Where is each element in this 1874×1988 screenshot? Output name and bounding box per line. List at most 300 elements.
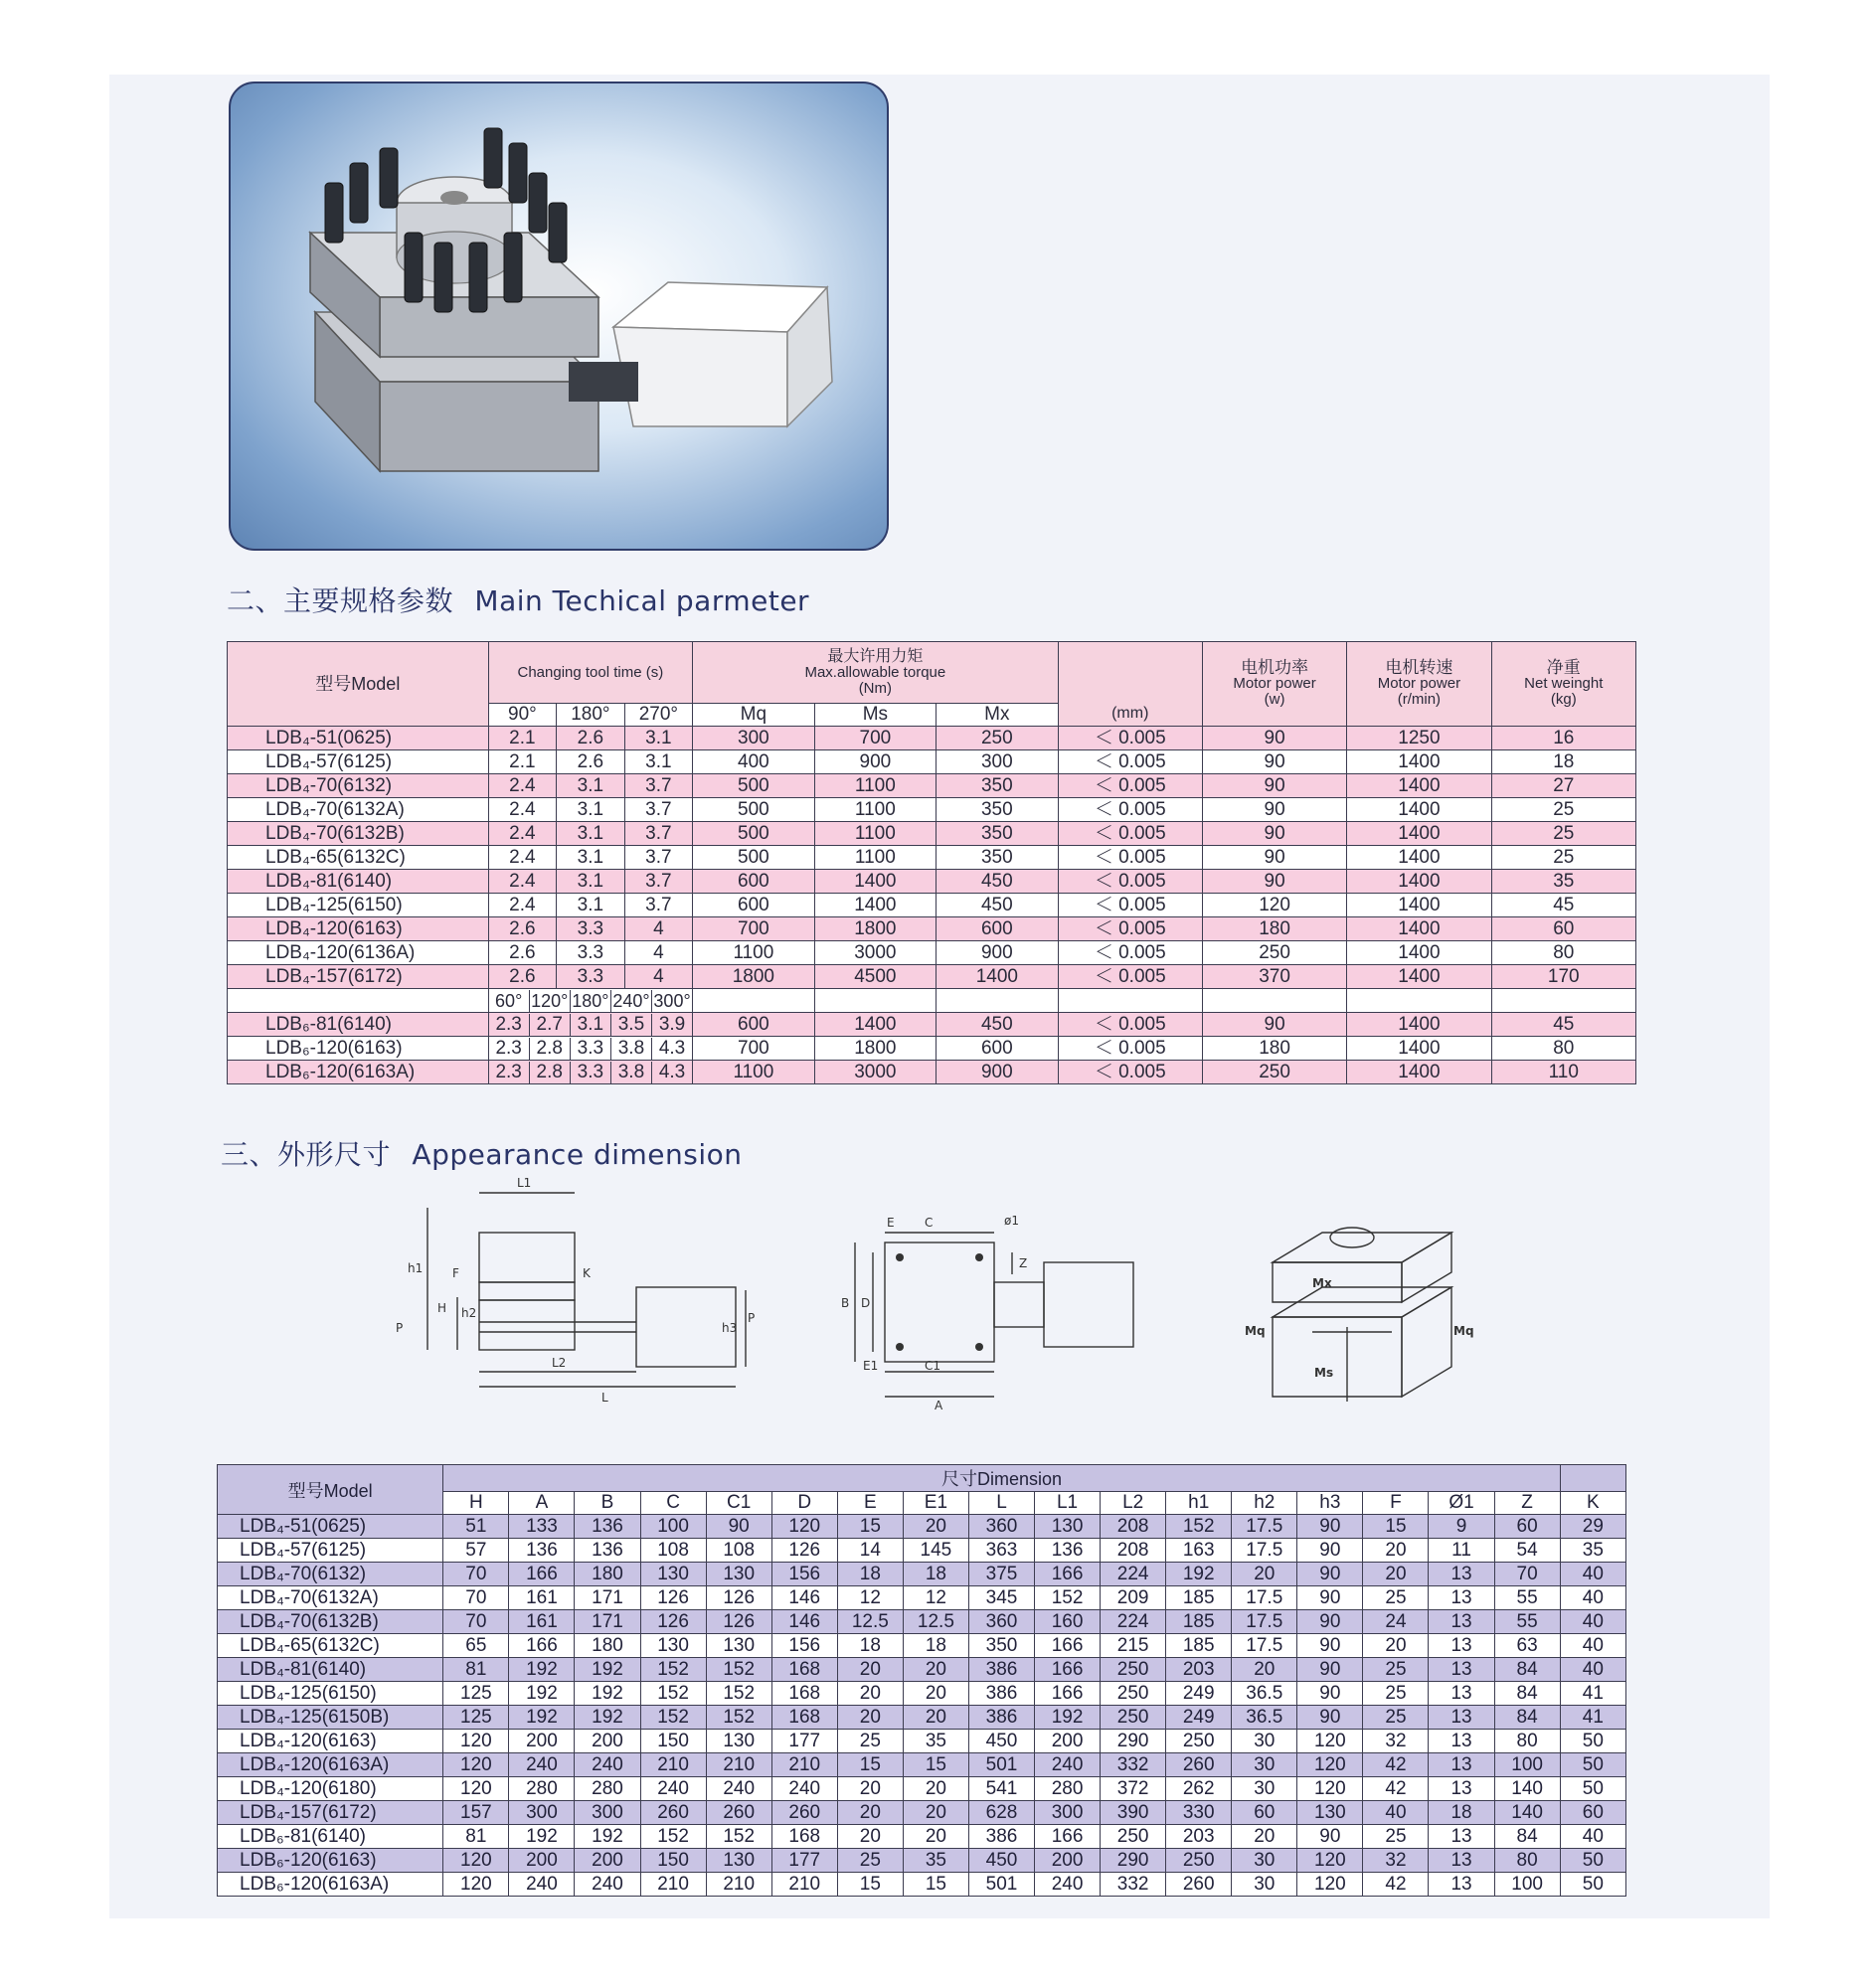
- dim-value-cell: 90: [1297, 1610, 1363, 1634]
- dim-value-cell: 120: [1297, 1730, 1363, 1753]
- time-cell: 3.7: [624, 774, 693, 798]
- torque-cell: 300: [937, 750, 1058, 774]
- dim-value-cell: 25: [1363, 1825, 1429, 1849]
- dim-E: E: [887, 1216, 895, 1230]
- dim-value-cell: 386: [968, 1706, 1034, 1730]
- torque-cell: 600: [937, 1037, 1058, 1061]
- dim-column-header: D: [771, 1492, 837, 1515]
- time-cell: 3.7: [624, 846, 693, 870]
- dim-value-cell: 161: [509, 1586, 575, 1610]
- dim-value-cell: 390: [1101, 1801, 1166, 1825]
- dim-value-cell: 250: [1101, 1658, 1166, 1682]
- dim-value-cell: 20: [903, 1682, 968, 1706]
- time-cell: 2.4: [488, 894, 557, 917]
- section-2-title-en: Main Techical parmeter: [474, 584, 810, 617]
- dim-value-cell: 185: [1166, 1610, 1232, 1634]
- dim-value-cell: 161: [509, 1610, 575, 1634]
- param-header-model: 型号Model: [228, 642, 489, 727]
- dim-value-cell: 36.5: [1232, 1682, 1297, 1706]
- dim-value-cell: 30: [1232, 1777, 1297, 1801]
- dim-value-cell: 30: [1232, 1849, 1297, 1873]
- dim-value-cell: 240: [1035, 1753, 1101, 1777]
- dim-value-cell: 84: [1494, 1706, 1560, 1730]
- angle6-300: 300°: [653, 990, 691, 1011]
- dim-value-cell: 81: [443, 1825, 509, 1849]
- torque-cell: 900: [814, 750, 936, 774]
- torque-diagram: [1243, 1218, 1481, 1416]
- power-cell: 120: [1202, 894, 1346, 917]
- torque-cell: 3000: [814, 1061, 936, 1084]
- dim-value-cell: 25: [1363, 1586, 1429, 1610]
- time-cell: 3.1: [557, 822, 625, 846]
- param-header-time: Changing tool time (s): [488, 642, 693, 704]
- torque-cell: 3000: [814, 941, 936, 965]
- dim-value-cell: 152: [706, 1682, 771, 1706]
- dim-value-cell: 628: [968, 1801, 1034, 1825]
- dim-value-cell: 30: [1232, 1730, 1297, 1753]
- top-view-diagram: [825, 1213, 1153, 1411]
- dim-value-cell: 15: [837, 1753, 903, 1777]
- model-cell: LDB₄-120(6180): [218, 1777, 443, 1801]
- dim-column-header: h2: [1232, 1492, 1297, 1515]
- dim-value-cell: 42: [1363, 1873, 1429, 1897]
- dim-value-cell: 25: [837, 1730, 903, 1753]
- dim-value-cell: 25: [1363, 1706, 1429, 1730]
- dim-value-cell: 50: [1560, 1730, 1625, 1753]
- time-cell: 3.7: [624, 822, 693, 846]
- dim-value-cell: 20: [1363, 1634, 1429, 1658]
- torque-cell: 4500: [814, 965, 936, 989]
- dim-value-cell: 12: [903, 1586, 968, 1610]
- dim-value-cell: 126: [771, 1539, 837, 1563]
- dim-value-cell: 200: [575, 1849, 640, 1873]
- dim-value-cell: 166: [1035, 1825, 1101, 1849]
- speed-cell: 1400: [1347, 1013, 1491, 1037]
- dim-value-cell: 152: [706, 1706, 771, 1730]
- torque-cell: 1100: [693, 1061, 814, 1084]
- power-cell: 250: [1202, 941, 1346, 965]
- dim-value-cell: 120: [443, 1873, 509, 1897]
- dim-value-cell: 250: [1166, 1849, 1232, 1873]
- dim-value-cell: 13: [1429, 1682, 1494, 1706]
- dim-value-cell: 15: [1363, 1515, 1429, 1539]
- dim-value-cell: 12: [837, 1586, 903, 1610]
- param-row-6: [228, 1013, 1636, 1037]
- dim-value-cell: 210: [640, 1753, 706, 1777]
- param-row: [228, 822, 1636, 846]
- time-cell: 3.7: [624, 798, 693, 822]
- dim-value-cell: 20: [837, 1706, 903, 1730]
- time-cell: 3.3: [571, 1038, 611, 1060]
- dim-value-cell: 41: [1560, 1682, 1625, 1706]
- dim-value-cell: 136: [575, 1515, 640, 1539]
- weight-cn: 净重: [1546, 658, 1581, 677]
- torque-ms: Ms: [814, 704, 936, 727]
- dim-value-cell: 166: [1035, 1634, 1101, 1658]
- angle6-120: 120°: [530, 990, 571, 1012]
- dim-value-cell: 100: [1494, 1753, 1560, 1777]
- weight-cell: 80: [1491, 941, 1635, 965]
- model-cell: LDB₆-120(6163A): [228, 1061, 489, 1084]
- time-cell: 3.1: [557, 774, 625, 798]
- dim-value-cell: 210: [706, 1753, 771, 1777]
- dim-value-cell: 130: [706, 1849, 771, 1873]
- dim-value-cell: 20: [903, 1706, 968, 1730]
- dim-value-cell: 345: [968, 1586, 1034, 1610]
- dim-value-cell: 108: [706, 1539, 771, 1563]
- dim-value-cell: 20: [837, 1777, 903, 1801]
- dim-value-cell: 15: [837, 1515, 903, 1539]
- dim-value-cell: 17.5: [1232, 1539, 1297, 1563]
- dim-h3: h3: [722, 1321, 738, 1335]
- model-cell: LDB₆-120(6163): [218, 1849, 443, 1873]
- time-cell: 2.6: [488, 965, 557, 989]
- dim-value-cell: 13: [1429, 1873, 1494, 1897]
- dim-value-cell: 65: [443, 1634, 509, 1658]
- dim-value-cell: 360: [968, 1515, 1034, 1539]
- weight-cell: 25: [1491, 846, 1635, 870]
- model-cell: LDB₆-81(6140): [228, 1013, 489, 1037]
- param-row: [228, 965, 1636, 989]
- dim-value-cell: 60: [1232, 1801, 1297, 1825]
- model-cell: LDB₄-120(6163): [218, 1730, 443, 1753]
- torque-cell: 250: [937, 727, 1058, 750]
- torque-cell: 1400: [937, 965, 1058, 989]
- tool-post-illustration: [231, 83, 887, 549]
- dim-value-cell: 13: [1429, 1563, 1494, 1586]
- weight-cell: 25: [1491, 822, 1635, 846]
- dim-value-cell: 50: [1560, 1777, 1625, 1801]
- dim-value-cell: 35: [1560, 1539, 1625, 1563]
- param-header-motor-power: [1202, 642, 1346, 727]
- dim-value-cell: 90: [1297, 1586, 1363, 1610]
- dim-value-cell: 84: [1494, 1682, 1560, 1706]
- dim-value-cell: 120: [1297, 1873, 1363, 1897]
- precision-cell: ＜ 0.005: [1058, 846, 1202, 870]
- torque-cell: 500: [693, 798, 814, 822]
- time-cell: 3.8: [611, 1038, 652, 1060]
- dim-value-cell: 210: [640, 1873, 706, 1897]
- dim-value-cell: 90: [1297, 1634, 1363, 1658]
- dim-row: [218, 1873, 1626, 1897]
- dim-value-cell: 166: [1035, 1682, 1101, 1706]
- dim-value-cell: 185: [1166, 1586, 1232, 1610]
- dim-value-cell: 40: [1560, 1586, 1625, 1610]
- time-cell: 3.7: [624, 870, 693, 894]
- model-cell: LDB₄-65(6132C): [228, 846, 489, 870]
- torque-cell: 900: [937, 941, 1058, 965]
- model-cell: LDB₄-70(6132): [218, 1563, 443, 1586]
- time-cell: 3.1: [557, 846, 625, 870]
- dim-value-cell: 130: [640, 1563, 706, 1586]
- dim-value-cell: 100: [1494, 1873, 1560, 1897]
- dim-value-cell: 60: [1560, 1801, 1625, 1825]
- dim-value-cell: 152: [640, 1706, 706, 1730]
- time-cell: 4: [624, 917, 693, 941]
- dim-value-cell: 224: [1101, 1610, 1166, 1634]
- dim-value-cell: 156: [771, 1563, 837, 1586]
- torque-cell: 700: [693, 917, 814, 941]
- dim-value-cell: 18: [837, 1634, 903, 1658]
- dim-value-cell: 14: [837, 1539, 903, 1563]
- dim-value-cell: 168: [771, 1706, 837, 1730]
- angle-270: 270°: [624, 704, 693, 727]
- dim-value-cell: 17.5: [1232, 1515, 1297, 1539]
- dim-value-cell: 15: [837, 1873, 903, 1897]
- dim-value-cell: 200: [509, 1730, 575, 1753]
- dim-value-cell: 13: [1429, 1706, 1494, 1730]
- power-cell: 90: [1202, 774, 1346, 798]
- torque-cell: 1100: [814, 822, 936, 846]
- torque-cell: 600: [693, 870, 814, 894]
- dim-column-header: L1: [1035, 1492, 1101, 1515]
- dim-value-cell: 192: [575, 1706, 640, 1730]
- dim-value-cell: 192: [509, 1658, 575, 1682]
- dim-value-cell: 30: [1232, 1873, 1297, 1897]
- dim-column-header: E1: [903, 1492, 968, 1515]
- dim-value-cell: 250: [1101, 1825, 1166, 1849]
- model-cell: LDB₄-81(6140): [218, 1658, 443, 1682]
- power-cell: 180: [1202, 1037, 1346, 1061]
- weight-cell: 27: [1491, 774, 1635, 798]
- dim-row: [218, 1658, 1626, 1682]
- dim-value-cell: 130: [1035, 1515, 1101, 1539]
- model-cell: LDB₄-70(6132B): [228, 822, 489, 846]
- dim-value-cell: 332: [1101, 1873, 1166, 1897]
- dim-value-cell: 120: [443, 1730, 509, 1753]
- dim-value-cell: 50: [1560, 1753, 1625, 1777]
- torque-mx: Mx: [937, 704, 1058, 727]
- torque-cell: 600: [693, 894, 814, 917]
- precision-cell: ＜ 0.005: [1058, 1013, 1202, 1037]
- time-cell: 2.7: [530, 1014, 571, 1036]
- dim-value-cell: 210: [771, 1753, 837, 1777]
- dim-value-cell: 166: [509, 1563, 575, 1586]
- dim-value-cell: 240: [706, 1777, 771, 1801]
- time-cell: 2.6: [488, 917, 557, 941]
- torque-cell: 700: [814, 727, 936, 750]
- dim-row: [218, 1730, 1626, 1753]
- weight-cell: 45: [1491, 1013, 1635, 1037]
- dim-value-cell: 120: [1297, 1777, 1363, 1801]
- dim-column-header: F: [1363, 1492, 1429, 1515]
- time-cell: 2.3: [489, 1038, 530, 1060]
- time-cell: 2.8: [530, 1038, 571, 1060]
- time-cell: 3.1: [624, 727, 693, 750]
- dim-value-cell: 145: [903, 1539, 968, 1563]
- speed-cell: 1400: [1347, 750, 1491, 774]
- torque-cell: 350: [937, 798, 1058, 822]
- dim-value-cell: 120: [443, 1849, 509, 1873]
- power-cell: 90: [1202, 822, 1346, 846]
- dim-value-cell: 42: [1363, 1777, 1429, 1801]
- torque-unit: (Nm): [858, 679, 893, 697]
- dim-value-cell: 140: [1494, 1801, 1560, 1825]
- time-cell: 3.5: [611, 1014, 652, 1036]
- torque-cell: 1400: [814, 1013, 936, 1037]
- param-header-weight: [1491, 642, 1635, 727]
- dim-value-cell: 192: [1035, 1706, 1101, 1730]
- label-Ms: Ms: [1314, 1366, 1334, 1380]
- dim-A: A: [935, 1399, 943, 1411]
- power-cell: 370: [1202, 965, 1346, 989]
- torque-cell: 1100: [693, 941, 814, 965]
- dim-value-cell: 240: [1035, 1873, 1101, 1897]
- dim-value-cell: 290: [1101, 1849, 1166, 1873]
- dim-L1: L1: [517, 1176, 532, 1190]
- dim-value-cell: 177: [771, 1730, 837, 1753]
- torque-cell: 500: [693, 846, 814, 870]
- dim-H: H: [437, 1301, 447, 1315]
- dim-value-cell: 13: [1429, 1849, 1494, 1873]
- dim-value-cell: 20: [903, 1515, 968, 1539]
- precision-cell: ＜ 0.005: [1058, 727, 1202, 750]
- dim-row: [218, 1539, 1626, 1563]
- dim-value-cell: 32: [1363, 1849, 1429, 1873]
- time-cell: 3.1: [571, 1014, 611, 1036]
- torque-cell: 1100: [814, 846, 936, 870]
- param-row: [228, 846, 1636, 870]
- weight-cell: 110: [1491, 1061, 1635, 1084]
- precision-cell: ＜ 0.005: [1058, 822, 1202, 846]
- dim-value-cell: 152: [1035, 1586, 1101, 1610]
- dim-E1: E1: [863, 1359, 879, 1373]
- dim-value-cell: 501: [968, 1753, 1034, 1777]
- dim-value-cell: 224: [1101, 1563, 1166, 1586]
- model-cell: LDB₄-51(0625): [218, 1515, 443, 1539]
- dim-value-cell: 17.5: [1232, 1586, 1297, 1610]
- dim-value-cell: 13: [1429, 1777, 1494, 1801]
- precision-cell: ＜ 0.005: [1058, 941, 1202, 965]
- param-header-torque: [693, 642, 1058, 704]
- dim-value-cell: 136: [575, 1539, 640, 1563]
- dim-value-cell: 90: [1297, 1539, 1363, 1563]
- torque-cell: 350: [937, 774, 1058, 798]
- dim-value-cell: 125: [443, 1682, 509, 1706]
- precision-cell: ＜ 0.005: [1058, 1061, 1202, 1084]
- dim-P-right: P: [748, 1311, 756, 1325]
- dim-L: L: [601, 1391, 608, 1405]
- weight-cell: 16: [1491, 727, 1635, 750]
- time-cell: 3.8: [611, 1062, 652, 1083]
- param-header-precision: [1058, 642, 1202, 727]
- motor-speed-cn: 电机转速: [1385, 658, 1453, 677]
- dim-value-cell: 20: [837, 1801, 903, 1825]
- dim-value-cell: 120: [1297, 1849, 1363, 1873]
- dim-value-cell: 330: [1166, 1801, 1232, 1825]
- weight-cell: 60: [1491, 917, 1635, 941]
- dim-C1: C1: [925, 1359, 941, 1373]
- speed-cell: 1400: [1347, 965, 1491, 989]
- dim-value-cell: 90: [1297, 1706, 1363, 1730]
- dim-value-cell: 20: [903, 1825, 968, 1849]
- dim-value-cell: 136: [1035, 1539, 1101, 1563]
- dim-column-header: h1: [1166, 1492, 1232, 1515]
- torque-cell: 700: [693, 1037, 814, 1061]
- dim-value-cell: 40: [1560, 1610, 1625, 1634]
- dim-value-cell: 20: [1363, 1539, 1429, 1563]
- dim-value-cell: 18: [837, 1563, 903, 1586]
- dim-value-cell: 35: [903, 1730, 968, 1753]
- dim-value-cell: 192: [575, 1682, 640, 1706]
- dim-row: [218, 1849, 1626, 1873]
- model-cell: LDB₄-57(6125): [218, 1539, 443, 1563]
- weight-en: Net weinght: [1524, 675, 1604, 692]
- dim-value-cell: 20: [1363, 1563, 1429, 1586]
- model-cell: LDB₄-157(6172): [218, 1801, 443, 1825]
- dim-value-cell: 140: [1494, 1777, 1560, 1801]
- dim-value-cell: 90: [1297, 1682, 1363, 1706]
- dim-value-cell: 157: [443, 1801, 509, 1825]
- precision-cell: ＜ 0.005: [1058, 750, 1202, 774]
- dim-value-cell: 40: [1363, 1801, 1429, 1825]
- time-cell: 2.1: [488, 750, 557, 774]
- dim-value-cell: 360: [968, 1610, 1034, 1634]
- dim-value-cell: 332: [1101, 1753, 1166, 1777]
- dim-value-cell: 152: [706, 1658, 771, 1682]
- torque-cn: 最大许用力矩: [827, 647, 924, 665]
- torque-cell: 350: [937, 822, 1058, 846]
- model-cell: LDB₆-81(6140): [218, 1825, 443, 1849]
- dim-value-cell: 126: [706, 1586, 771, 1610]
- torque-cell: 1400: [814, 894, 936, 917]
- time-cell: 3.1: [624, 750, 693, 774]
- dim-value-cell: 152: [640, 1682, 706, 1706]
- dim-value-cell: 80: [1494, 1730, 1560, 1753]
- dim-value-cell: 130: [706, 1730, 771, 1753]
- param-row: [228, 917, 1636, 941]
- dim-value-cell: 185: [1166, 1634, 1232, 1658]
- dim-value-cell: 20: [903, 1658, 968, 1682]
- time-cell: 2.4: [488, 846, 557, 870]
- torque-cell: 450: [937, 870, 1058, 894]
- section-2-title-cn: 二、主要规格参数: [227, 584, 454, 617]
- power-cell: 90: [1202, 798, 1346, 822]
- torque-cell: 400: [693, 750, 814, 774]
- dim-value-cell: 29: [1560, 1515, 1625, 1539]
- model-cell: LDB₄-120(6136A): [228, 941, 489, 965]
- param-row: [228, 870, 1636, 894]
- dim-value-cell: 90: [1297, 1563, 1363, 1586]
- speed-cell: 1400: [1347, 798, 1491, 822]
- dim-F: F: [452, 1266, 459, 1280]
- time-cell: 2.6: [557, 750, 625, 774]
- dim-value-cell: 386: [968, 1682, 1034, 1706]
- time-cell: 2.4: [488, 774, 557, 798]
- dim-value-cell: 450: [968, 1730, 1034, 1753]
- dim-value-cell: 171: [575, 1586, 640, 1610]
- motor-power-unit: (w): [1264, 691, 1285, 708]
- section-3-title-cn: 三、外形尺寸: [221, 1138, 392, 1171]
- dim-value-cell: 20: [837, 1658, 903, 1682]
- dim-value-cell: 192: [575, 1658, 640, 1682]
- speed-cell: 1400: [1347, 774, 1491, 798]
- model-cell: LDB₄-125(6150): [228, 894, 489, 917]
- torque-cell: 450: [937, 1013, 1058, 1037]
- dim-value-cell: 280: [575, 1777, 640, 1801]
- precision-cell: ＜ 0.005: [1058, 965, 1202, 989]
- dim-value-cell: 280: [1035, 1777, 1101, 1801]
- model-cell: LDB₄-70(6132): [228, 774, 489, 798]
- time-cell: 4: [624, 941, 693, 965]
- dim-value-cell: 249: [1166, 1682, 1232, 1706]
- angle6-60: 60°: [489, 990, 530, 1012]
- dim-value-cell: 120: [443, 1753, 509, 1777]
- weight-cell: 80: [1491, 1037, 1635, 1061]
- dim-value-cell: 81: [443, 1658, 509, 1682]
- dim-value-cell: 133: [509, 1515, 575, 1539]
- dim-value-cell: 203: [1166, 1658, 1232, 1682]
